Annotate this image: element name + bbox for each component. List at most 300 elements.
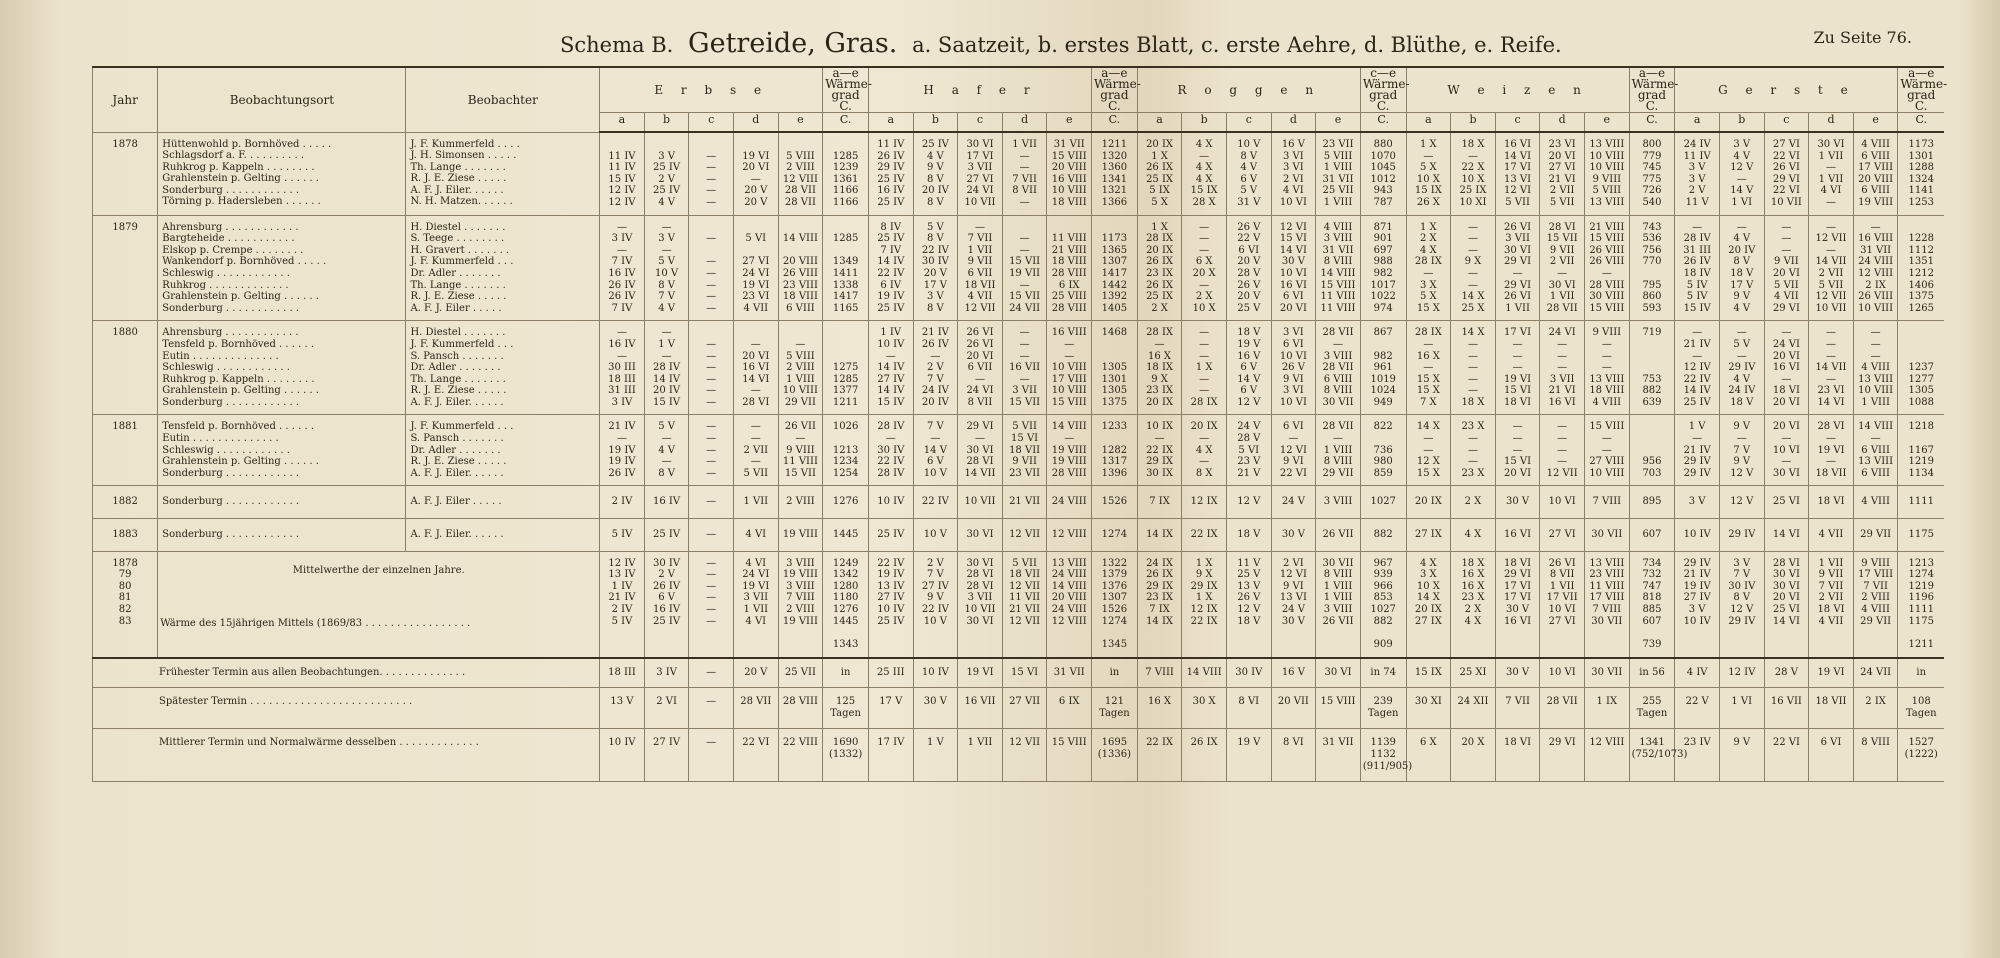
value-cell [1629, 415, 1675, 486]
value: 3 VII [743, 592, 769, 604]
value: — [1019, 244, 1030, 256]
value-cell [1898, 321, 1944, 415]
value: 4 X [1464, 615, 1482, 627]
value: — [1825, 338, 1836, 350]
value: 20 IX [1146, 244, 1174, 256]
value: 17 VI [1504, 327, 1532, 339]
value: — [706, 162, 717, 174]
value: 943 [1373, 185, 1393, 197]
value: 10 VIII [782, 385, 818, 397]
value-cell [1002, 551, 1047, 658]
value: 10 VII [964, 196, 996, 208]
value [781, 327, 821, 339]
value-cell [1719, 415, 1764, 486]
observer-name: A. F. J. Eiler . . . . . [410, 302, 502, 314]
value: 1377 [832, 385, 859, 397]
value: 18 V [1237, 615, 1261, 627]
value-cell: 1527 (1222) [1898, 728, 1944, 781]
col-header-sub: b [644, 113, 689, 133]
value: — [706, 350, 717, 362]
value: — [706, 433, 717, 445]
value [1632, 421, 1673, 433]
col-header-sub: e [778, 113, 823, 133]
value-cell: 6 IX [1047, 687, 1092, 728]
means-year: 80 [118, 580, 132, 592]
value: 19 VI [742, 279, 770, 291]
value: 11 IV [608, 150, 636, 162]
value-cell: 30 V [1495, 658, 1540, 688]
value: 18 VI [1504, 396, 1532, 408]
value: 1228 [1908, 233, 1934, 245]
value: 7 IX [1149, 604, 1170, 615]
value: 15 VII [1009, 396, 1041, 408]
value: 30 V [1506, 496, 1530, 508]
value: 10 IV [877, 338, 905, 350]
value: 8 V [926, 196, 944, 208]
stats-label: Frühester Termin aus allen Beobachtungen. . . . . . . . . . . . . . [93, 658, 600, 688]
value: 29 VII [1860, 529, 1892, 541]
value: 10 XI [1459, 196, 1487, 208]
value: 10 VIII [1589, 150, 1625, 162]
value: — [706, 362, 717, 374]
value: 1 X [1151, 221, 1168, 233]
value-cell [689, 321, 734, 415]
value: 17 VIII [1589, 592, 1625, 604]
value: 779 [1642, 150, 1662, 162]
value-cell [644, 551, 689, 658]
value-cell [1853, 321, 1898, 415]
place-name: Bargteheide . . . . . . . . . . . [162, 233, 295, 245]
value: 10 VIII [1858, 302, 1894, 314]
value-cell: 7 VII [1495, 687, 1540, 728]
value: 9 VIII [1592, 327, 1622, 339]
observer-name: Th. Lange . . . . . . . [410, 373, 506, 385]
value: — [706, 150, 717, 162]
value: 16 VIII [1051, 173, 1087, 185]
value: 14 VIII [1320, 267, 1356, 279]
value: 24 V [1281, 496, 1305, 508]
value-cell [1495, 551, 1540, 658]
value: 3 VI [1283, 385, 1304, 397]
value: 12 V [1237, 496, 1261, 508]
value: 2 X [1464, 496, 1482, 508]
value-cell [1675, 519, 1720, 552]
place-name: Sonderburg . . . . . . . . . . . . [162, 467, 300, 479]
col-header-waerme: c—e Wärme-grad C. [1360, 67, 1406, 113]
phenology-table [92, 66, 1948, 782]
value-cell [778, 132, 823, 215]
page-header [560, 28, 1560, 59]
value-cell [823, 132, 869, 215]
value: 1141 [1908, 185, 1934, 197]
value: 4 VI [1283, 185, 1304, 197]
value: 10 X [1416, 580, 1440, 592]
value-cell: 3 IV [644, 658, 689, 688]
value: 13 IV [608, 569, 636, 581]
value: 639 [1642, 396, 1662, 408]
value: 26 VII [1322, 615, 1354, 627]
value: 6 VIII [1861, 444, 1890, 456]
place-name: Ahrensburg . . . . . . . . . . . . [162, 221, 299, 233]
value: — [1199, 350, 1210, 362]
value: 26 IV [921, 338, 949, 350]
value-cell [1271, 519, 1316, 552]
value: 28 IX [1414, 327, 1442, 339]
value-cell [1584, 551, 1629, 658]
value: 12 V [1237, 604, 1261, 615]
value: — [1825, 221, 1836, 233]
value-cell: 25 XI [1451, 658, 1496, 688]
value: — [1736, 433, 1747, 445]
value: — [706, 496, 717, 508]
value: 28 IV [877, 467, 905, 479]
value: 18 V [1730, 267, 1754, 279]
value: 26 VI [1504, 291, 1532, 303]
value-cell: 28 VII [1540, 687, 1585, 728]
value: 7 VII [1012, 173, 1037, 185]
value [736, 327, 776, 339]
value: 9 X [1195, 569, 1213, 581]
value: — [1333, 433, 1344, 445]
value: 697 [1373, 244, 1393, 256]
value-cell [1629, 551, 1675, 658]
value: — [706, 279, 717, 291]
value-cell [1629, 215, 1675, 321]
value: 756 [1642, 244, 1662, 256]
value-cell [689, 215, 734, 321]
value-cell [1584, 486, 1629, 519]
value: — [1825, 327, 1836, 339]
value: 12 VII [1815, 291, 1847, 303]
value-cell [600, 321, 645, 415]
value: 6 VII [967, 362, 993, 374]
col-header-waerme: a—e Wärme-grad C. [1092, 67, 1138, 113]
value: — [1692, 221, 1703, 233]
value: 19 IV [608, 456, 636, 468]
value: 28 VI [966, 456, 994, 468]
value: 734 [1642, 557, 1662, 569]
value: — [1512, 421, 1523, 433]
value: 30 III [608, 362, 636, 374]
value: 1351 [1908, 256, 1934, 268]
value: 25 IX [1146, 291, 1174, 303]
value: 1167 [1908, 444, 1934, 456]
value: 5 IV [1686, 291, 1708, 303]
w15-value: 1211 [1908, 639, 1934, 651]
value [1632, 433, 1673, 445]
value-cell [1047, 519, 1092, 552]
value: 1 IV [880, 327, 902, 339]
value-cell [1360, 415, 1406, 486]
value: 20 IX [1190, 421, 1218, 433]
value: 22 IX [1190, 615, 1218, 627]
value: 9 VII [1549, 244, 1575, 256]
value: 15 X [1416, 467, 1440, 479]
value: — [1781, 433, 1792, 445]
value: 6 VIII [786, 302, 815, 314]
value: 13 VIII [1589, 557, 1625, 569]
value: 12 VIII [782, 173, 818, 185]
value: — [885, 350, 896, 362]
value-cell: 1 VII [958, 728, 1003, 781]
value: 29 IV [877, 162, 905, 174]
value: — [661, 350, 672, 362]
value: 19 VII [1009, 267, 1041, 279]
observer-name: Dr. Adler . . . . . . . [410, 444, 501, 456]
value-cell [644, 415, 689, 486]
value: 22 IV [877, 267, 905, 279]
value: 1 VII [1012, 139, 1037, 150]
value-cell [1092, 486, 1138, 519]
value-cell [778, 486, 823, 519]
value: 16 VI [1504, 139, 1532, 150]
value: 982 [1373, 267, 1393, 279]
value-cell: 27 IV [644, 728, 689, 781]
table-row [93, 658, 1945, 688]
value: 19 VIII [1858, 196, 1894, 208]
value: — [1557, 444, 1568, 456]
value: — [1467, 233, 1478, 245]
value: — [1557, 456, 1568, 468]
value: 1274 [1101, 615, 1128, 627]
value: 31 VII [1860, 244, 1892, 256]
value: — [1064, 433, 1075, 445]
value: 22 IV [921, 604, 949, 615]
observer-cell [406, 215, 600, 321]
value: 12 IV [608, 557, 636, 569]
value: 11 IV [877, 139, 905, 150]
value-cell [1316, 215, 1361, 321]
value: — [1423, 338, 1434, 350]
value: 1 VIII [1323, 196, 1353, 208]
value: 25 IV [877, 233, 905, 245]
value: 12 V [1730, 604, 1754, 615]
value-cell: 28 VIII [778, 687, 823, 728]
value: 6 V [1240, 362, 1258, 374]
value-cell [1584, 415, 1629, 486]
value-cell [1540, 519, 1585, 552]
value: 901 [1373, 233, 1393, 245]
value [781, 245, 821, 257]
value: — [706, 291, 717, 303]
value: 12 V [1730, 467, 1754, 479]
value-cell [733, 215, 778, 321]
value-cell [1629, 132, 1675, 215]
value: 5 IV [611, 615, 633, 627]
value: 19 VIII [782, 615, 818, 627]
col-header-sub: a [600, 113, 645, 133]
value: 18 VIII [1051, 256, 1087, 268]
place-name: Sonderburg . . . . . . . . . . . . [162, 302, 300, 314]
col-header-sub: c [1764, 113, 1809, 133]
col-header-sub: c [689, 113, 734, 133]
value-cell: 15 VIII [1316, 687, 1361, 728]
value-cell: 18 VII [1809, 687, 1854, 728]
value: — [1825, 433, 1836, 445]
value: 28 VI [1548, 221, 1576, 233]
value-cell [958, 551, 1003, 658]
value-cell [1584, 132, 1629, 215]
value: — [1601, 433, 1612, 445]
place-name: Tensfeld p. Bornhöved . . . . . . [162, 338, 315, 350]
value-cell [1137, 415, 1182, 486]
value: 10 V [1237, 139, 1261, 150]
value: 5 VII [1505, 196, 1530, 208]
place-cell [158, 132, 406, 215]
value: 1213 [1908, 557, 1934, 569]
value: 800 [1642, 139, 1662, 150]
value: — [706, 529, 717, 541]
observer-name: J. F. Kummerfeld . . . [410, 256, 514, 268]
value-cell [1316, 132, 1361, 215]
value-cell [823, 519, 869, 552]
value: 860 [1642, 291, 1662, 303]
value: 26 IV [608, 291, 636, 303]
value: 8 VIII [1323, 256, 1353, 268]
value: 10 X [1416, 173, 1440, 185]
value: — [706, 615, 717, 627]
value: 16 IV [608, 338, 636, 350]
value: — [1557, 267, 1568, 279]
value: 4 V [658, 444, 675, 456]
observer-cell [406, 519, 600, 552]
value: 1219 [1908, 456, 1934, 468]
value: 607 [1642, 529, 1662, 541]
value: 7 VII [1863, 580, 1888, 592]
year-cell: 1880 [93, 321, 158, 415]
value-cell [1540, 486, 1585, 519]
value: 5 IV [611, 529, 633, 541]
value-cell [1182, 321, 1227, 415]
value: 27 IV [1683, 592, 1711, 604]
value: 13 VI [1279, 592, 1307, 604]
value-cell [600, 551, 645, 658]
value: — [1781, 327, 1792, 339]
place-name: Grahlenstein p. Gelting . . . . . . [162, 173, 319, 185]
value: 3 V [1688, 604, 1706, 615]
value-cell [1495, 486, 1540, 519]
value: 18 X [1461, 139, 1485, 150]
value-cell [778, 321, 823, 415]
value [1632, 351, 1673, 363]
value: 15 IV [653, 396, 681, 408]
value: 30 VII [1591, 615, 1623, 627]
value: 2 VIII [786, 162, 815, 174]
value: 30 VIII [1589, 291, 1625, 303]
value: 29 VII [784, 396, 816, 408]
value: — [1467, 444, 1478, 456]
value: 4 VI [745, 529, 767, 541]
value [1900, 222, 1942, 234]
value-cell [1853, 132, 1898, 215]
observer-name: S. Teege . . . . . . . . [410, 233, 505, 245]
value-cell [1495, 321, 1540, 415]
value: — [930, 433, 941, 445]
value: — [706, 421, 717, 433]
value: 29 VI [1504, 569, 1532, 581]
value [1049, 222, 1089, 234]
value: 25 IV [877, 529, 905, 541]
value: 17 VI [1504, 162, 1532, 174]
value: — [1512, 267, 1523, 279]
value: 6 X [1195, 256, 1213, 268]
place-name: Schleswig . . . . . . . . . . . . [162, 267, 290, 279]
value-cell: 2 IX [1853, 687, 1898, 728]
value: 29 IX [1190, 580, 1218, 592]
value-cell [1451, 486, 1496, 519]
observer-name: A. F. J. Eiler. . . . . . [410, 184, 504, 196]
value-cell [689, 132, 734, 215]
value: — [706, 233, 717, 245]
value-cell [1271, 132, 1316, 215]
col-header-jahr: Jahr [93, 67, 158, 132]
value-cell [1584, 321, 1629, 415]
value: 7 V [926, 569, 944, 581]
value: 19 VIII [1051, 444, 1087, 456]
value: 15 VI [1011, 433, 1039, 445]
value: — [661, 456, 672, 468]
value: 14 X [1416, 592, 1440, 604]
value: 26 V [1281, 362, 1305, 374]
place-cell [158, 415, 406, 486]
value: 745 [1642, 162, 1662, 174]
value: 14 VIII [1858, 421, 1894, 433]
value: 1 VIII [1323, 580, 1353, 592]
value: 24 VIII [1858, 256, 1894, 268]
value: 1166 [832, 185, 859, 197]
value: 3 V [1733, 557, 1751, 569]
value: 23 VIII [1589, 569, 1625, 581]
value: 4 X [1464, 529, 1482, 541]
value: 30 V [1506, 604, 1530, 615]
value: 25 IV [877, 302, 905, 314]
value: 9 VII [1774, 256, 1799, 268]
value: 2 VII [1549, 185, 1575, 197]
value: 23 VI [1817, 385, 1845, 397]
value: 30 V [1281, 529, 1305, 541]
value: 13 V [1237, 580, 1261, 592]
value-cell: 8 VIII [1853, 728, 1898, 781]
value: 1 VII [1549, 580, 1575, 592]
col-header-sub: d [1809, 113, 1854, 133]
value-cell: 22 VIII [778, 728, 823, 781]
col-header-sub: b [913, 113, 958, 133]
value: 10 VII [1770, 196, 1802, 208]
value: — [1557, 338, 1568, 350]
value-cell: 17 IV [868, 728, 913, 781]
value [1632, 268, 1673, 280]
value-cell: 17 V [868, 687, 913, 728]
value: — [1423, 444, 1434, 456]
value-cell: 25 VII [778, 658, 823, 688]
value [1632, 445, 1673, 457]
value: 1 V [658, 338, 675, 350]
value: 4 VIII [1861, 362, 1890, 374]
col-header-sub: b [1182, 113, 1227, 133]
value: 3 VIII [1323, 496, 1353, 508]
value: — [1199, 338, 1210, 350]
observer-name: R. J. E. Ziese . . . . . [410, 456, 507, 468]
value: 30 V [1281, 256, 1305, 268]
place-name: Eutin . . . . . . . . . . . . . . [162, 433, 279, 445]
value: — [1467, 373, 1478, 385]
value: — [1825, 244, 1836, 256]
value-cell [1316, 415, 1361, 486]
value: — [1019, 279, 1030, 291]
value: 2 VII [1549, 256, 1575, 268]
value-cell: 7 VIII [1137, 658, 1182, 688]
value: 23 IX [1146, 385, 1174, 397]
